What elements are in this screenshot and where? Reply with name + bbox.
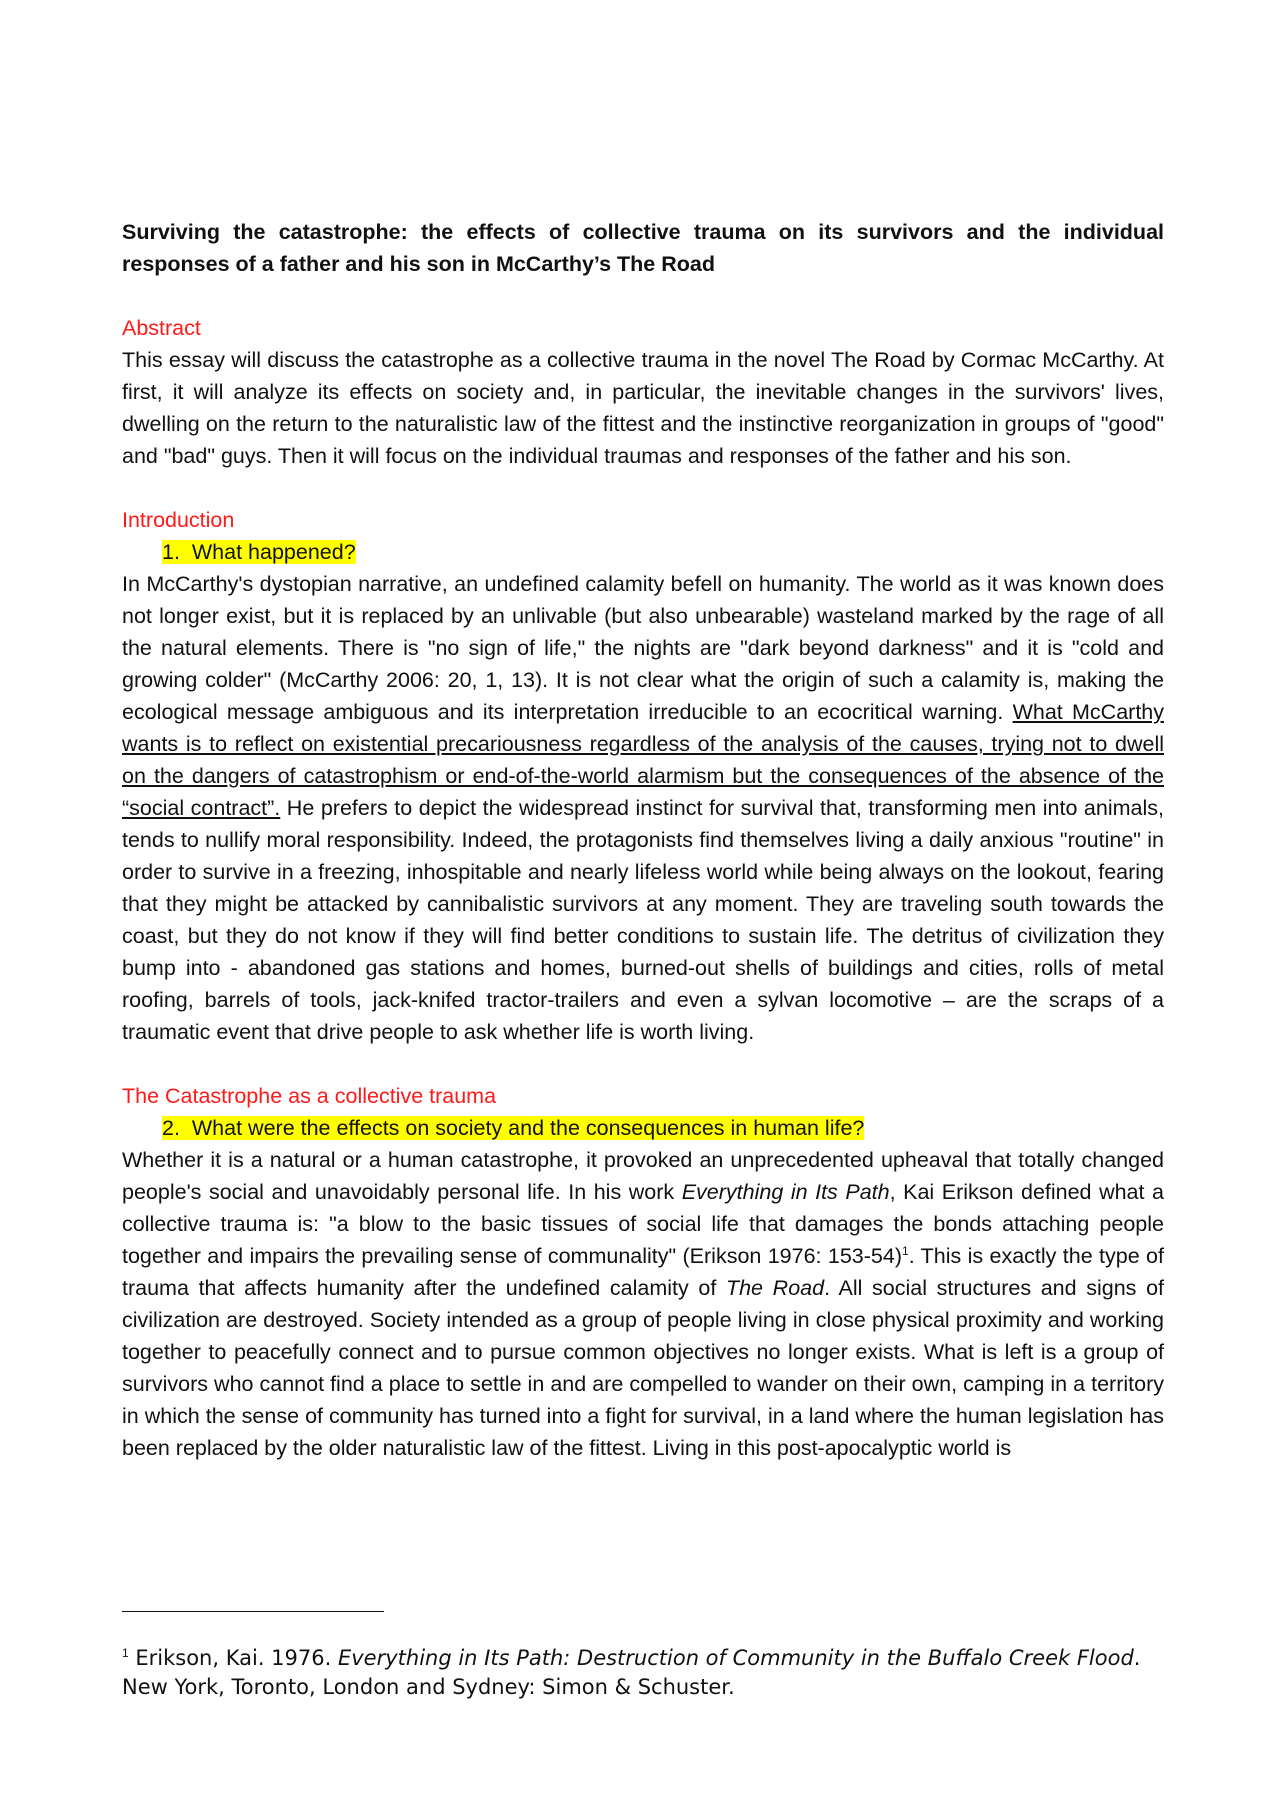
- footnote-author-year: Erikson, Kai. 1976.: [128, 1646, 338, 1670]
- ct-novel-title: The Road: [725, 1276, 825, 1300]
- introduction-paragraph: [122, 568, 1164, 1048]
- footnote-separator: [122, 1611, 384, 1612]
- question-1-highlight: [162, 540, 356, 564]
- abstract-heading: Abstract: [122, 316, 201, 340]
- ct-book-title: Everything in Its Path: [681, 1180, 890, 1204]
- spacer: [122, 1048, 1164, 1080]
- question-1: [162, 536, 1164, 568]
- collective-trauma-heading: The Catastrophe as a collective trauma: [122, 1084, 497, 1108]
- document-title: Surviving the catastrophe: the effects of collective trauma on its survivors and the individual responses of a father and his son in McCarthy’s The Road: [122, 220, 1164, 276]
- spacer: [122, 472, 1164, 504]
- question-1-text: What happened?: [191, 540, 356, 564]
- footnote-reference[interactable]: 1: [902, 1243, 909, 1258]
- ct-text-3: . This is exactly the type of trauma that affects humanity after the undefined calamity of: [122, 1244, 1164, 1300]
- introduction-heading: Introduction: [122, 508, 235, 532]
- intro-text-end: He prefers to depict the widespread instinct for survival that, transforming men into animals, tends to nullify moral responsibility. Indeed, the protagonists find themselves living a daily anxious "routine" in order to survive in a freezing, inhospitable and nearly lifeless world while being always on the lookout, fearing that they might be attacked by cannibalistic survivors at any moment. They are traveling south towards the coast, but they do not know if they will find better conditions to sustain life. The detritus of civilization they bump into - abandoned gas stations and homes, burned-out shells of buildings and cities, rolls of metal roofing, barrels of tools, jack-knifed tractor-trailers and even a sylvan locomotive – are the scraps of a traumatic event that drive people to ask whether life is worth living.: [122, 796, 1164, 1044]
- question-1-number: 1.: [162, 540, 180, 564]
- question-2: [162, 1112, 1164, 1144]
- footnote-number: 1: [122, 1646, 129, 1660]
- ct-text-2: , Kai Erikson defined what a collective trauma is: "a blow to the basic tissues of social life that damages the bonds attaching people together and impairs the prevailing sense of communality" (Erikson 1976: 153-54): [122, 1180, 1164, 1268]
- ct-text-4: . All social structures and signs of civilization are destroyed. Society intended as a group of people living in close physical proximity and working together to peacefully connect and to pursue common objectives no longer exists. What is left is a group of survivors who cannot find a place to settle in and are compelled to wander on their own, camping in a territory in which the sense of community has turned into a fight for survival, in a land where the human legislation has been replaced by the older naturalistic law of the fittest. Living in this post-apocalyptic world is: [122, 1276, 1165, 1460]
- abstract-paragraph: This essay will discuss the catastrophe as a collective trauma in the novel The Road by Cormac McCarthy. At first, it will analyze its effects on society and, in particular, the inevitable changes in the survivors' lives, dwelling on the return to the naturalistic law of the fittest and the instinctive reorganization in groups of "good" and "bad" guys. Then it will focus on the individual traumas and responses of the father and his son.: [122, 348, 1164, 468]
- footnote-publisher: . New York, Toronto, London and Sydney: Simon & Schuster.: [122, 1646, 1141, 1699]
- intro-text-start: In McCarthy's dystopian narrative, an undefined calamity befell on humanity. The world as it was known does not longer exist, but it is replaced by an unlivable (but also unbearable) wasteland marked by the rage of all the natural elements. There is "no sign of life," the nights are "dark beyond darkness" and it is "cold and growing colder" (McCarthy 2006: 20, 1, 13). It is not clear what the origin of such a calamity is, making the ecological message ambiguous and its interpretation irreducible to an ecocritical warning.: [122, 572, 1164, 724]
- footnote: [122, 1644, 1182, 1702]
- ct-text-1: Whether it is a natural or a human catastrophe, it provoked an unprecedented upheaval that totally changed people's social and unavoidably personal life. In his work: [122, 1148, 1164, 1204]
- collective-trauma-paragraph: [122, 1144, 1164, 1464]
- question-2-number: 2.: [162, 1116, 180, 1140]
- intro-underlined-text: What McCarthy wants is to reflect on existential precariousness regardless of the analysis of the causes, trying not to dwell on the dangers of catastrophism or end-of-the-world alarmism but the consequences of the absence of the “social contract”.: [122, 700, 1164, 820]
- question-2-highlight: [162, 1116, 864, 1140]
- question-2-text: What were the effects on society and the consequences in human life?: [191, 1116, 865, 1140]
- document-body: [122, 216, 1164, 1464]
- footnote-book-title: Everything in Its Path: Destruction of Community in the Buffalo Creek Flood: [337, 1646, 1134, 1670]
